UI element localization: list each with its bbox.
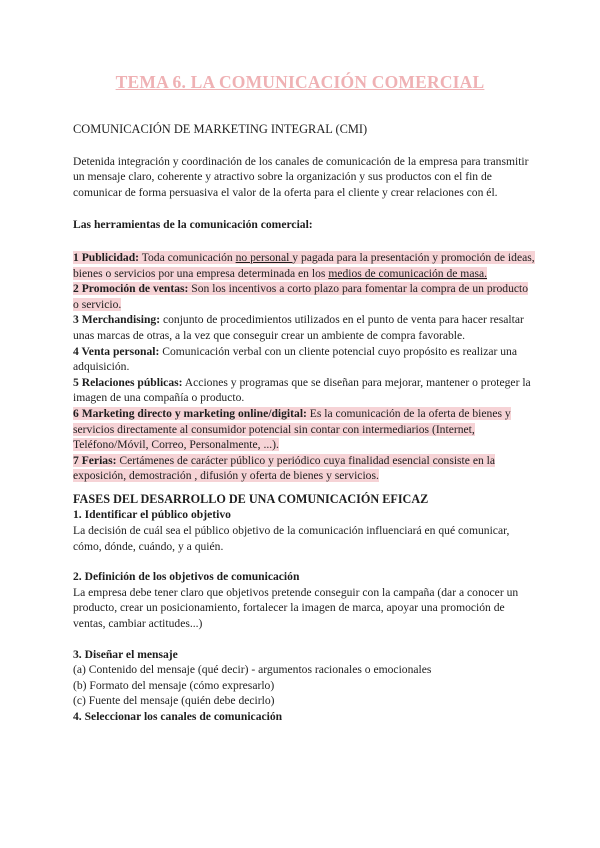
- phase-2-heading: 2. Definición de los objetivos de comunicación: [73, 570, 300, 584]
- tool-label: 6 Marketing directo y marketing online/digital:: [73, 406, 307, 420]
- phase-4-heading: 4. Seleccionar los canales de comunicación: [73, 710, 283, 723]
- tool-label: 3 Merchandising:: [73, 313, 161, 327]
- phase-3-item-b: (b) Formato del mensaje (cómo expresarlo): [73, 678, 275, 692]
- tool-label: 7 Ferias:: [73, 453, 117, 467]
- phase-1-text: La decisión de cuál sea el público objetivo de la comunicación influenciará en qué comunicar, cómo, dónde, cuándo, y a quién.: [73, 524, 510, 553]
- document-body: [73, 122, 535, 725]
- phase-3-heading: 3. Diseñar el mensaje: [73, 647, 178, 661]
- section-subtitle: COMUNICACIÓN DE MARKETING INTEGRAL (CMI): [73, 122, 368, 136]
- tools-list: [73, 250, 535, 484]
- tool-item-ferias: 7 Ferias: Certámenes de carácter público y periódico cuya finalidad esencial consiste en la exposición, demostración , difusión y oferta de bienes y servicios.: [73, 453, 496, 483]
- phase-3-item-c: (c) Fuente del mensaje (quién debe decirlo): [73, 694, 275, 708]
- document-title: TEMA 6. LA COMUNICACIÓN COMERCIAL: [115, 72, 485, 92]
- tool-item-merchandising: 3 Merchandising: conjunto de procedimientos utilizados en el punto de venta para hacer resaltar unas marcas de otras, a la vez que conseguir crear un ambiente de compra favorable.: [73, 313, 524, 342]
- tool-label: 5 Relaciones públicas:: [73, 375, 183, 389]
- tool-item-venta-personal: 4 Venta personal: Comunicación verbal con un cliente potencial cuyo propósito es realizar una adquisición.: [73, 344, 517, 374]
- tool-item-publicidad: 1 Publicidad: Toda comunicación no personal y pagada para la presentación y promoción de ideas, bienes o servicios por una empresa determinada en los medios de comunicación de masa.: [73, 250, 535, 280]
- phase-1-heading: 1. Identificar el público objetivo: [73, 508, 231, 522]
- tool-label: 4 Venta personal:: [73, 344, 160, 358]
- phase-3-item-a: (a) Contenido del mensaje (qué decir) - argumentos racionales o emocionales: [73, 663, 432, 677]
- tool-item-promocion: 2 Promoción de ventas: Son los incentivos a corto plazo para fomentar la compra de un producto o servicio.: [73, 282, 529, 311]
- tools-heading: Las herramientas de la comunicación comercial:: [73, 218, 313, 232]
- tool-item-marketing-directo: 6 Marketing directo y marketing online/digital: Es la comunicación de la oferta de bienes y servicios directamente al consumidor potencial sin contar con intermediarios (Internet, Teléfono/Móvil, Correo, Personalmente, ...).: [73, 406, 511, 452]
- tool-label: 1 Publicidad:: [73, 250, 140, 264]
- tool-item-relaciones-publicas: 5 Relaciones públicas: Acciones y programas que se diseñan para mejorar, mantener o proteger la imagen de una compañía o producto.: [73, 375, 531, 405]
- tool-label: 2 Promoción de ventas:: [73, 282, 189, 296]
- intro-paragraph: Detenida integración y coordinación de los canales de comunicación de la empresa para transmitir un mensaje claro, coherente y atractivo sobre la organización y sus productos con el fin de comunicar de forma persuasiva el valor de la oferta para el cliente y crear relaciones con él.: [73, 154, 529, 199]
- phases-heading: FASES DEL DESARROLLO DE UNA COMUNICACIÓN EFICAZ: [73, 491, 429, 506]
- phase-2-text: La empresa debe tener claro que objetivos pretende conseguir con la campaña (dar a conocer un producto, crear un posicionamiento, fortalecer la imagen de marca, apoyar una promoción de ventas, cambiar actitudes...): [73, 585, 519, 631]
